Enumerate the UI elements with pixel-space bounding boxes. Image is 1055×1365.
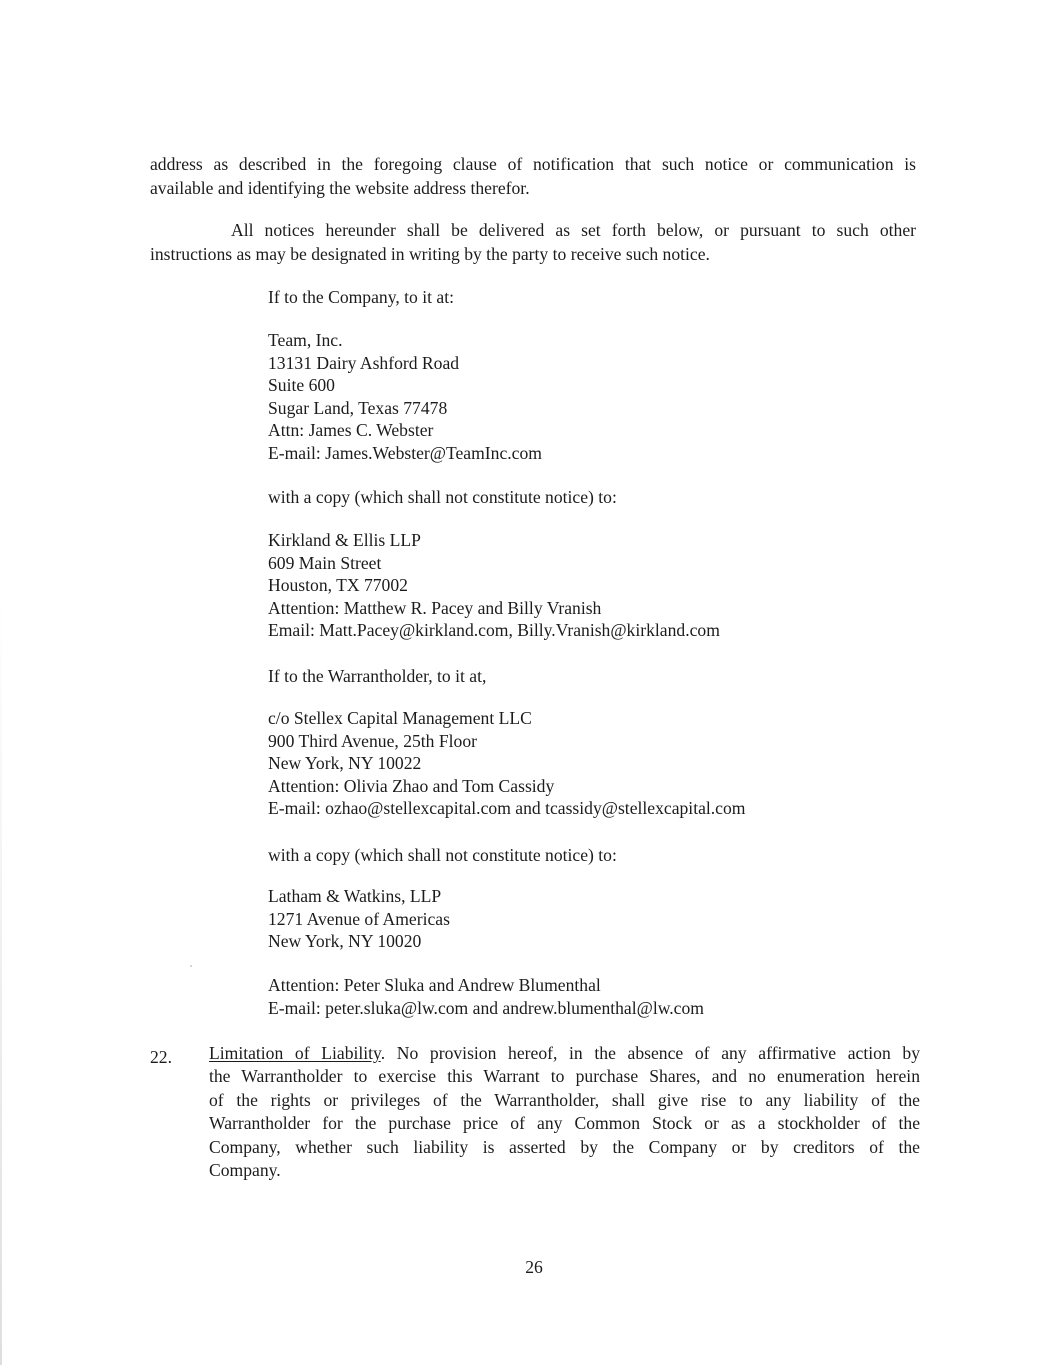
text-line: available and identifying the website address therefor. (150, 178, 530, 198)
address-line: E-mail: ozhao@stellexcapital.com and tcassidy@stellexcapital.com (268, 798, 746, 819)
company-notice-intro: If to the Company, to it at: (268, 287, 455, 307)
address-line: E-mail: peter.sluka@lw.com and andrew.blumenthal@lw.com (268, 997, 704, 1018)
text-line: instructions as may be designated in writing by the party to receive such notice. (150, 244, 710, 264)
warrantholder-copy-address-block (268, 885, 450, 953)
notices-paragraph (150, 218, 916, 266)
text-line: address as described in the foregoing clause of notification that such notice or communication is (150, 154, 916, 174)
page-number: 26 (525, 1257, 543, 1277)
scan-speck (190, 965, 192, 967)
section-heading: Limitation of Liability (209, 1043, 381, 1063)
warrantholder-copy-attention-block (268, 974, 704, 1019)
section-first-line (209, 1042, 920, 1065)
warrantholder-notice-intro: If to the Warrantholder, to it at, (268, 666, 487, 686)
company-address-block (268, 329, 542, 465)
address-line: New York, NY 10022 (268, 753, 422, 774)
address-line: New York, NY 10020 (268, 931, 422, 952)
address-line: Email: Matt.Pacey@kirkland.com, Billy.Vranish@kirkland.com (268, 620, 720, 641)
text-line: All notices hereunder shall be delivered as set forth below, or pursuant to such other (231, 220, 916, 240)
address-line: Suite 600 (268, 375, 335, 396)
text-line: of the rights or privileges of the Warrantholder, shall give rise to any liability of the (209, 1089, 920, 1110)
address-line: Attn: James C. Webster (268, 420, 434, 441)
address-line: Attention: Matthew R. Pacey and Billy Vranish (268, 597, 602, 618)
address-line: Team, Inc. (268, 330, 343, 350)
warrantholder-copy-intro: with a copy (which shall not constitute notice) to: (268, 845, 617, 865)
address-line: Houston, TX 77002 (268, 575, 408, 596)
text-line: the Warrantholder to exercise this Warrant to purchase Shares, and no enumeration herein (209, 1066, 920, 1087)
text-line: Company. (209, 1160, 281, 1181)
address-line: E-mail: James.Webster@TeamInc.com (268, 442, 542, 463)
company-copy-intro: with a copy (which shall not constitute notice) to: (268, 487, 617, 507)
address-line: 900 Third Avenue, 25th Floor (268, 730, 477, 751)
address-line: 13131 Dairy Ashford Road (268, 352, 460, 373)
warrantholder-address-block (268, 707, 745, 820)
section-body (209, 1042, 920, 1182)
text-line: Company, whether such liability is asserted by the Company or by creditors of the (209, 1136, 920, 1157)
address-line: Sugar Land, Texas 77478 (268, 397, 448, 418)
text-line: Warrantholder for the purchase price of any Common Stock or as a stockholder of the (209, 1113, 920, 1134)
address-line: 1271 Avenue of Americas (268, 908, 450, 929)
address-line: Attention: Olivia Zhao and Tom Cassidy (268, 775, 555, 796)
address-line: 609 Main Street (268, 552, 382, 573)
address-line: Kirkland & Ellis LLP (268, 530, 421, 550)
address-line: Attention: Peter Sluka and Andrew Blumenthal (268, 975, 601, 995)
address-line: c/o Stellex Capital Management LLC (268, 708, 532, 728)
intro-paragraph (150, 152, 916, 200)
section-first-line-text: . No provision hereof, in the absence of any affirmative action by (380, 1043, 920, 1063)
company-copy-address-block (268, 529, 720, 642)
scan-edge-shadow (0, 600, 2, 1365)
address-line: Latham & Watkins, LLP (268, 886, 442, 906)
section-number: 22. (150, 1047, 172, 1067)
